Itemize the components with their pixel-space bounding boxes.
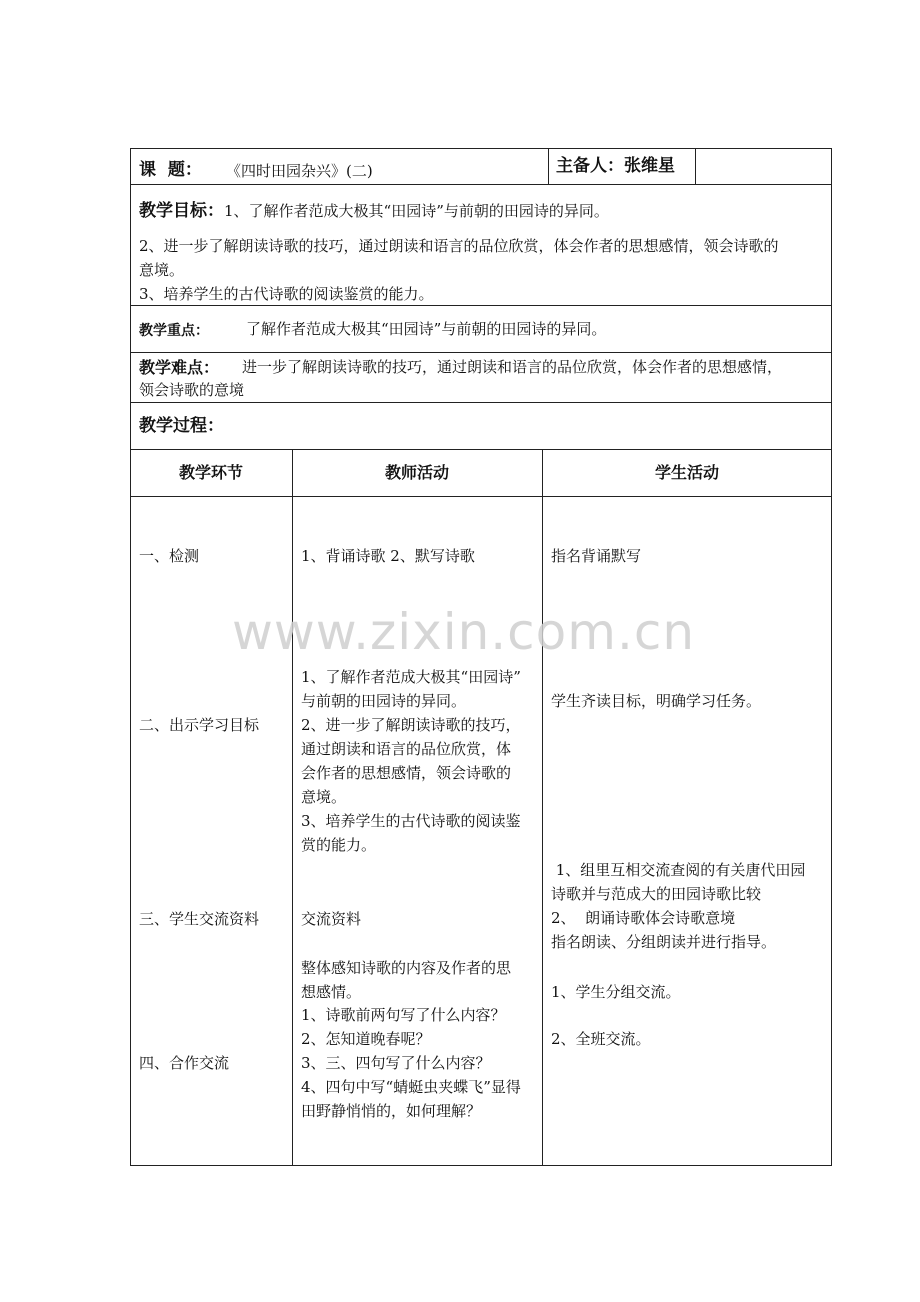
stage-name: 三、学生交流资料 [139, 910, 260, 928]
objectives-label [139, 200, 609, 223]
teacher-activity: 3、三、四句写了什么内容？ [301, 1054, 491, 1072]
topic-value: 《四时田园杂兴》(二) [226, 162, 373, 180]
row-divider [130, 402, 832, 403]
difficulties-text-1: 进一步了解朗读诗歌的技巧，通过朗读和语言的品位欣赏，体会作者的思想感情， [242, 358, 783, 376]
difficulties-text-2: 领会诗歌的意境 [139, 381, 245, 399]
teacher-activity: 想感情。 [301, 983, 362, 1001]
teacher-activity: 意境。 [301, 788, 347, 806]
row-divider [130, 496, 832, 497]
col-divider [542, 449, 543, 1166]
teacher-activity: 1、了解作者范成大极其“田园诗” [301, 668, 521, 686]
teacher-activity: 与前朝的田园诗的异同。 [301, 692, 467, 710]
teacher-activity: 交流资料 [301, 910, 362, 928]
teacher-activity: 2、怎知道晚春呢？ [301, 1030, 431, 1048]
preparer: 主备人：张维星 [556, 156, 675, 176]
student-activity: 1、组里互相交流查阅的有关唐代田园 [551, 861, 806, 879]
teacher-activity: 赏的能力。 [301, 836, 377, 854]
stage-name: 二、出示学习目标 [139, 716, 260, 734]
teacher-activity: 1、背诵诗歌 2、默写诗歌 [301, 547, 475, 565]
student-activity: 1、学生分组交流。 [551, 983, 681, 1001]
row-divider [130, 449, 832, 450]
key-points-text: 了解作者范成大极其“田园诗”与前朝的田园诗的异同。 [246, 320, 607, 338]
column-header-teacher: 教师活动 [384, 463, 449, 482]
column-header-student: 学生活动 [654, 463, 719, 482]
student-activity: 学生齐读目标，明确学习任务。 [551, 692, 762, 710]
difficulties-label: 教学难点： [139, 358, 220, 377]
student-activity: 2、 朗诵诗歌体会诗歌意境 [551, 909, 736, 927]
student-activity: 诗歌并与范成大的田园诗歌比较 [551, 885, 762, 903]
teacher-activity: 2、进一步了解朗读诗歌的技巧， [301, 716, 521, 734]
watermark: www.zixin.com.cn [232, 603, 696, 661]
teacher-activity: 3、培养学生的古代诗歌的阅读鉴 [301, 812, 521, 830]
objective-2: 2、进一步了解朗读诗歌的技巧，通过朗读和语言的品位欣赏，体会作者的思想感情，领会诗歌的 [139, 237, 779, 255]
student-activity: 指名朗读、分组朗读并进行指导。 [551, 933, 777, 951]
teacher-activity: 4、四句中写“蜻蜓虫夹蝶飞”显得 [301, 1078, 521, 1096]
stage-name: 一、检测 [139, 547, 200, 565]
col-divider [292, 449, 293, 1166]
student-activity: 指名背诵默写 [551, 547, 642, 565]
teacher-activity: 田野静悄悄的，如何理解？ [301, 1102, 482, 1120]
topic-label: 课 题： [139, 160, 202, 180]
objectives-title: 教学目标： [139, 201, 224, 221]
objective-1: 1、了解作者范成大极其“田园诗”与前朝的田园诗的异同。 [224, 202, 609, 220]
teacher-activity: 1、诗歌前两句写了什么内容？ [301, 1006, 506, 1024]
teacher-activity: 整体感知诗歌的内容及作者的思 [301, 959, 512, 977]
key-points-label: 教学重点： [139, 323, 209, 339]
teacher-activity: 会作者的思想感情，领会诗歌的 [301, 764, 512, 782]
teacher-activity: 通过朗读和语言的品位欣赏，体 [301, 740, 512, 758]
objective-3: 3、培养学生的古代诗歌的阅读鉴赏的能力。 [139, 285, 434, 303]
student-activity: 2、全班交流。 [551, 1030, 651, 1048]
column-header-stage: 教学环节 [178, 463, 243, 482]
row-divider [130, 352, 832, 353]
stage-name: 四、合作交流 [139, 1054, 230, 1072]
col-divider [548, 148, 549, 185]
col-divider [695, 148, 696, 185]
row-divider [130, 184, 832, 185]
objective-2-cont: 意境。 [139, 261, 185, 279]
process-label: 教学过程： [139, 416, 224, 436]
